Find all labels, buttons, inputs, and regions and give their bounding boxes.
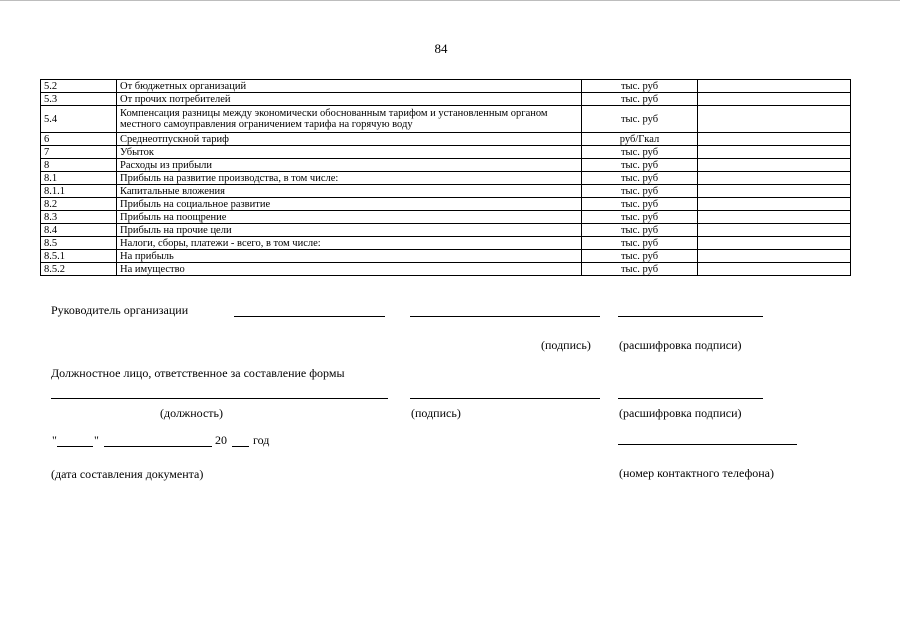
- official-signature-caption: (подпись): [411, 406, 461, 420]
- row-unit: тыс. руб: [582, 80, 698, 93]
- row-value-cell[interactable]: [698, 211, 851, 224]
- date-day-line[interactable]: [57, 446, 93, 447]
- row-name: На прибыль: [117, 250, 582, 263]
- row-number: 7: [41, 146, 117, 159]
- page-number: 84: [434, 41, 448, 56]
- row-value-cell[interactable]: [698, 80, 851, 93]
- row-number: 5.3: [41, 93, 117, 106]
- table-row: [41, 106, 851, 133]
- row-name: Расходы из прибыли: [117, 159, 582, 172]
- official-decode-caption: (расшифровка подписи): [619, 406, 742, 420]
- row-unit: тыс. руб: [582, 172, 698, 185]
- row-number: 5.2: [41, 80, 117, 93]
- table-row: [41, 93, 851, 106]
- row-unit: тыс. руб: [582, 106, 698, 133]
- row-name: Налоги, сборы, платежи - всего, в том числе:: [117, 237, 582, 250]
- row-unit: тыс. руб: [582, 146, 698, 159]
- row-unit: тыс. руб: [582, 198, 698, 211]
- report-table: [40, 79, 851, 276]
- row-value-cell[interactable]: [698, 224, 851, 237]
- table-row: [41, 224, 851, 237]
- row-value-cell[interactable]: [698, 133, 851, 146]
- official-label: Должностное лицо, ответственное за составление формы: [51, 366, 345, 380]
- date-open-quote: ": [52, 433, 57, 447]
- row-value-cell[interactable]: [698, 263, 851, 276]
- row-name: От бюджетных организаций: [117, 80, 582, 93]
- row-number: 8.4: [41, 224, 117, 237]
- row-number: 6: [41, 133, 117, 146]
- table-row: [41, 198, 851, 211]
- date-year-suffix: год: [253, 433, 270, 447]
- date-month-line[interactable]: [104, 446, 212, 447]
- official-position-caption: (должность): [160, 406, 223, 420]
- head-decode-caption: (расшифровка подписи): [619, 338, 742, 352]
- row-unit: тыс. руб: [582, 263, 698, 276]
- row-number: 8: [41, 159, 117, 172]
- row-number: 8.1.1: [41, 185, 117, 198]
- row-value-cell[interactable]: [698, 93, 851, 106]
- table-row: [41, 133, 851, 146]
- row-unit: тыс. руб: [582, 224, 698, 237]
- row-name: На имущество: [117, 263, 582, 276]
- row-number: 5.4: [41, 106, 117, 133]
- row-unit: тыс. руб: [582, 159, 698, 172]
- table-row: [41, 250, 851, 263]
- date-year-prefix: 20: [215, 433, 227, 447]
- row-value-cell[interactable]: [698, 146, 851, 159]
- table-row: [41, 237, 851, 250]
- row-unit: тыс. руб: [582, 250, 698, 263]
- row-number: 8.5: [41, 237, 117, 250]
- official-position-line[interactable]: [51, 398, 388, 399]
- official-decode-line[interactable]: [618, 398, 763, 399]
- phone-caption: (номер контактного телефона): [619, 466, 774, 480]
- row-name: Прибыль на развитие производства, в том числе:: [117, 172, 582, 185]
- head-position-line[interactable]: [234, 316, 385, 317]
- row-unit: тыс. руб: [582, 211, 698, 224]
- head-label: Руководитель организации: [51, 303, 189, 317]
- row-name: Убыток: [117, 146, 582, 159]
- top-border: [0, 0, 900, 1]
- row-number: 8.3: [41, 211, 117, 224]
- row-unit: руб/Гкал: [582, 133, 698, 146]
- row-value-cell[interactable]: [698, 172, 851, 185]
- row-name: Прибыль на поощрение: [117, 211, 582, 224]
- row-number: 8.1: [41, 172, 117, 185]
- date-caption: (дата составления документа): [51, 467, 204, 481]
- date-close-quote: ": [94, 433, 99, 447]
- row-name: Среднеотпускной тариф: [117, 133, 582, 146]
- row-number: 8.2: [41, 198, 117, 211]
- row-unit: тыс. руб: [582, 237, 698, 250]
- row-name: Прибыль на прочие цели: [117, 224, 582, 237]
- table-row: [41, 146, 851, 159]
- row-value-cell[interactable]: [698, 106, 851, 133]
- official-signature-line[interactable]: [410, 398, 600, 399]
- row-unit: тыс. руб: [582, 185, 698, 198]
- table-row: [41, 159, 851, 172]
- row-value-cell[interactable]: [698, 198, 851, 211]
- row-value-cell[interactable]: [698, 159, 851, 172]
- table-row: [41, 185, 851, 198]
- table-row: [41, 211, 851, 224]
- head-signature-line[interactable]: [410, 316, 600, 317]
- date-year-line[interactable]: [232, 446, 249, 447]
- row-value-cell[interactable]: [698, 237, 851, 250]
- row-value-cell[interactable]: [698, 185, 851, 198]
- table-row: [41, 172, 851, 185]
- row-value-cell[interactable]: [698, 250, 851, 263]
- row-name: Прибыль на социальное развитие: [117, 198, 582, 211]
- row-name: От прочих потребителей: [117, 93, 582, 106]
- row-number: 8.5.1: [41, 250, 117, 263]
- phone-line[interactable]: [618, 444, 797, 445]
- row-unit: тыс. руб: [582, 93, 698, 106]
- row-number: 8.5.2: [41, 263, 117, 276]
- row-name: Компенсация разницы между экономически обоснованным тарифом и установленным органом местного самоуправления ограничением тарифа на горячую воду: [117, 106, 582, 133]
- row-name: Капитальные вложения: [117, 185, 582, 198]
- table-row: [41, 80, 851, 93]
- head-signature-caption: (подпись): [541, 338, 591, 352]
- table-row: [41, 263, 851, 276]
- head-decode-line[interactable]: [618, 316, 763, 317]
